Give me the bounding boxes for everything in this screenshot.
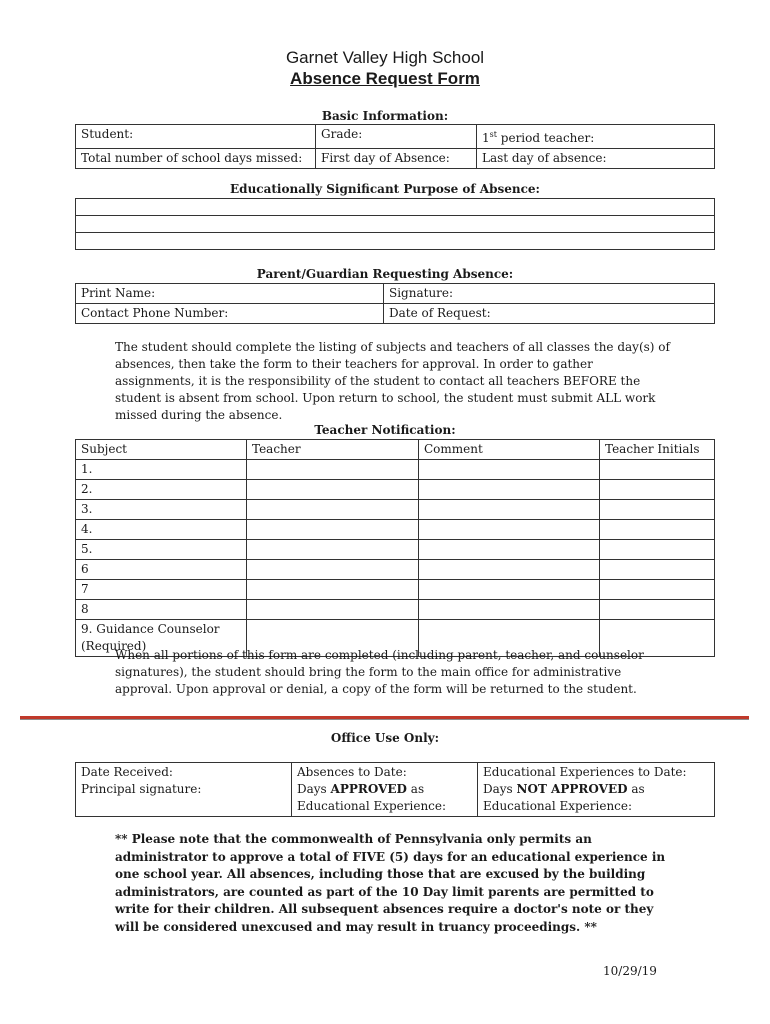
comment-cell[interactable]: [419, 520, 600, 540]
basic-info-heading: Basic Information:: [321, 109, 449, 123]
comment-cell[interactable]: [419, 580, 600, 600]
teacher-cell[interactable]: [247, 580, 419, 600]
pennsylvania-note: ** Please note that the commonwealth of Pennsylvania only permits an administrator to approve a total of FIVE (5) days for an educational experience in one school year. All absences, including those that are excused by the building administrators, are counted as part of the 10 Day limit parents are permitted to write for their children. All subsequent absences require a doctor's note or they will be considered unexcused and may result in truancy proceedings. **: [115, 832, 666, 934]
subject-row-label: 5.: [76, 540, 247, 560]
teacher-cell[interactable]: [247, 540, 419, 560]
comment-cell[interactable]: [419, 480, 600, 500]
teacher-cell[interactable]: [247, 520, 419, 540]
principal-signature-label: Principal signature:: [81, 782, 202, 796]
col-subject: Subject: [76, 440, 247, 460]
student-field[interactable]: Student:: [76, 125, 316, 149]
basic-info-table: [75, 124, 715, 169]
signature-field[interactable]: Signature:: [384, 284, 715, 304]
initials-cell[interactable]: [600, 520, 715, 540]
footer-date: 10/29/19: [603, 964, 657, 978]
col-teacher: Teacher: [247, 440, 419, 460]
subject-row-label: 4.: [76, 520, 247, 540]
teacher-cell[interactable]: [247, 560, 419, 580]
initials-cell[interactable]: [600, 460, 715, 480]
school-name: Garnet Valley High School: [285, 48, 485, 67]
edu-experience-label: Educational Experience:: [483, 799, 633, 813]
first-period-teacher-field[interactable]: 1st period teacher:: [477, 125, 715, 149]
office-use-table: [75, 762, 715, 817]
comment-cell[interactable]: [419, 460, 600, 480]
purpose-line[interactable]: [76, 216, 715, 233]
instructions-paragraph: The student should complete the listing of subjects and teachers of all classes the day(s) of absences, then take the form to their teachers for approval. In order to gather assignments, it is the responsibility of the student to contact all teachers BEFORE the student is absent from school. Upon return to school, the student must submit ALL work missed during the absence.: [115, 340, 670, 422]
comment-cell[interactable]: [419, 500, 600, 520]
initials-cell[interactable]: [600, 540, 715, 560]
subject-row-label: 8: [76, 600, 247, 620]
submission-instructions: When all portions of this form are completed (including parent, teacher, and counselor signatures), the student should bring the form to the main office for administrative approval. Upon approval or denial, a copy of the form will be returned to the student.: [115, 648, 644, 696]
initials-cell[interactable]: [600, 500, 715, 520]
teacher-cell[interactable]: [247, 460, 419, 480]
divider-rule: [20, 716, 749, 720]
purpose-table: [75, 198, 715, 250]
teacher-notification-heading: Teacher Notification:: [314, 423, 456, 437]
initials-cell[interactable]: [600, 580, 715, 600]
date-received-label: Date Received:: [81, 765, 173, 779]
days-approved-label: Days APPROVED as: [297, 782, 425, 796]
date-of-request-field[interactable]: Date of Request:: [384, 304, 715, 324]
form-title: Absence Request Form: [290, 69, 480, 88]
office-left-cell[interactable]: [76, 763, 292, 817]
office-middle-cell[interactable]: [292, 763, 478, 817]
parent-heading: Parent/Guardian Requesting Absence:: [256, 267, 514, 281]
col-initials: Teacher Initials: [600, 440, 715, 460]
print-name-field[interactable]: Print Name:: [76, 284, 384, 304]
col-comment: Comment: [419, 440, 600, 460]
first-day-absence-field[interactable]: First day of Absence:: [316, 149, 477, 169]
comment-cell[interactable]: [419, 540, 600, 560]
comment-cell[interactable]: [419, 560, 600, 580]
teacher-cell[interactable]: [247, 600, 419, 620]
parent-table: [75, 283, 715, 324]
days-not-approved-label: Days NOT APPROVED as: [483, 782, 645, 796]
guidance-counselor-label: 9. Guidance Counselor (Required): [76, 620, 247, 657]
last-day-absence-field[interactable]: Last day of absence:: [477, 149, 715, 169]
initials-cell[interactable]: [600, 560, 715, 580]
subject-row-label: 1.: [76, 460, 247, 480]
edu-experiences-to-date-label: Educational Experiences to Date:: [483, 765, 687, 779]
purpose-line[interactable]: [76, 233, 715, 250]
comment-cell[interactable]: [419, 600, 600, 620]
subject-row-label: 6: [76, 560, 247, 580]
teacher-notification-table: [75, 439, 715, 657]
absences-to-date-label: Absences to Date:: [297, 765, 407, 779]
edu-experience-label: Educational Experience:: [297, 799, 447, 813]
total-days-missed-field[interactable]: Total number of school days missed:: [76, 149, 316, 169]
subject-row-label: 3.: [76, 500, 247, 520]
grade-field[interactable]: Grade:: [316, 125, 477, 149]
office-right-cell[interactable]: [478, 763, 715, 817]
purpose-line[interactable]: [76, 199, 715, 216]
initials-cell[interactable]: [600, 480, 715, 500]
subject-row-label: 2.: [76, 480, 247, 500]
teacher-cell[interactable]: [247, 500, 419, 520]
teacher-cell[interactable]: [247, 480, 419, 500]
purpose-heading: Educationally Significant Purpose of Absence:: [230, 182, 540, 196]
initials-cell[interactable]: [600, 600, 715, 620]
office-use-heading: Office Use Only:: [330, 731, 440, 745]
subject-row-label: 7: [76, 580, 247, 600]
contact-phone-field[interactable]: Contact Phone Number:: [76, 304, 384, 324]
